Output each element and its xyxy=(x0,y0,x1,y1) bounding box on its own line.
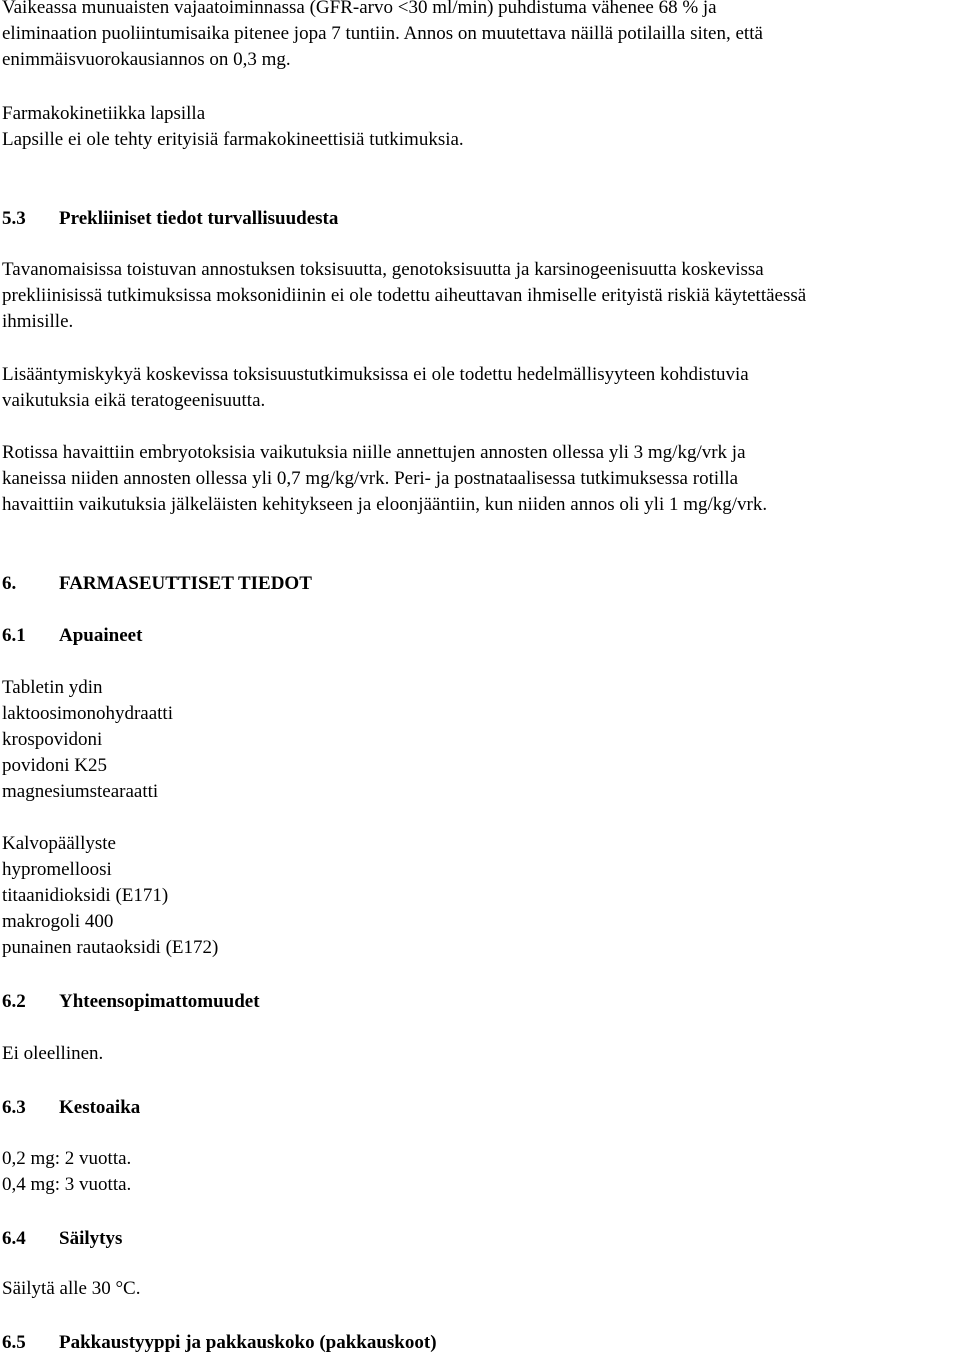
intro-line-1: Vaikeassa munuaisten vajaatoiminnassa (GFR-arvo <30 ml/min) puhdistuma vähenee 68 % ja xyxy=(2,0,717,18)
section-number: 6. xyxy=(2,573,17,594)
section-6-3-heading xyxy=(2,1095,140,1121)
coating-item: makrogoli 400 xyxy=(2,911,114,932)
section-5-3-p2-line-1: Lisääntymiskykyä koskevissa toksisuustutkimuksissa ei ole todettu hedelmällisyyteen kohdistuvia xyxy=(2,364,749,385)
coating-item: titaanidioksidi (E171) xyxy=(2,885,169,906)
coating-heading: Kalvopäällyste xyxy=(2,833,116,854)
intro-line-2: eliminaation puoliintumisaika pitenee jopa 7 tuntiin. Annos on muutettava näillä potilailla siten, että xyxy=(2,23,763,44)
section-6-2-heading xyxy=(2,989,260,1015)
section-5-3-p2-line-2: vaikutuksia eikä teratogeenisuutta. xyxy=(2,390,266,411)
section-title: Säilytys xyxy=(59,1228,123,1249)
section-5-3-p1-line-1: Tavanomaisissa toistuvan annostuksen toksisuutta, genotoksisuutta ja karsinogeenisuutta koskevissa xyxy=(2,259,764,280)
section-5-3-p3-line-2: kaneissa niiden annosten ollessa yli 0,7 mg/kg/vrk. Peri- ja postnataalisessa tutkimuksessa rotilla xyxy=(2,468,739,489)
core-heading: Tabletin ydin xyxy=(2,677,103,698)
section-title: Kestoaika xyxy=(59,1097,141,1118)
section-6-4-text: Säilytä alle 30 °C. xyxy=(2,1278,141,1299)
section-6-5-heading xyxy=(2,1330,437,1356)
section-6-heading xyxy=(2,571,312,597)
core-item: povidoni K25 xyxy=(2,755,108,776)
section-title: FARMASEUTTISET TIEDOT xyxy=(59,573,312,594)
section-5-3-p1-line-2: prekliinisissä tutkimuksissa moksonidiinin ei ole todettu aiheuttavan ihmiselle erityistä riskiä käytettäessä xyxy=(2,285,807,306)
section-6-1-heading xyxy=(2,623,142,649)
shelf-life-line: 0,2 mg: 2 vuotta. xyxy=(2,1148,132,1169)
section-5-3-p3-line-3: havaittiin vaikutuksia jälkeläisten kehitykseen ja eloonjääntiin, kun niiden annos oli yli 1 mg/kg/vrk. xyxy=(2,494,768,515)
section-title: Apuaineet xyxy=(59,625,143,646)
section-number: 5.3 xyxy=(2,208,26,229)
section-number: 6.1 xyxy=(2,625,26,646)
section-5-3-p1-line-3: ihmisille. xyxy=(2,311,74,332)
core-item: magnesiumstearaatti xyxy=(2,781,159,802)
intro-line-3: enimmäisvuorokausiannos on 0,3 mg. xyxy=(2,49,291,70)
pediatric-text: Lapsille ei ole tehty erityisiä farmakokineettisiä tutkimuksia. xyxy=(2,129,464,150)
section-5-3-heading xyxy=(2,206,338,232)
section-title: Pakkaustyyppi ja pakkauskoko (pakkauskoot) xyxy=(59,1332,437,1353)
shelf-life-line: 0,4 mg: 3 vuotta. xyxy=(2,1174,132,1195)
coating-item: hypromelloosi xyxy=(2,859,112,880)
section-number: 6.2 xyxy=(2,991,26,1012)
pediatric-heading: Farmakokinetiikka lapsilla xyxy=(2,103,206,124)
section-number: 6.3 xyxy=(2,1097,26,1118)
section-title: Prekliiniset tiedot turvallisuudesta xyxy=(59,208,339,229)
section-number: 6.4 xyxy=(2,1228,26,1249)
section-6-4-heading xyxy=(2,1226,122,1252)
coating-item: punainen rautaoksidi (E172) xyxy=(2,937,219,958)
core-item: krospovidoni xyxy=(2,729,103,750)
section-5-3-p3-line-1: Rotissa havaittiin embryotoksisia vaikutuksia niille annettujen annosten ollessa yli 3 mg/kg/vrk ja xyxy=(2,442,746,463)
section-6-2-text: Ei oleellinen. xyxy=(2,1043,104,1064)
section-title: Yhteensopimattomuudet xyxy=(59,991,260,1012)
section-number: 6.5 xyxy=(2,1332,26,1353)
core-item: laktoosimonohydraatti xyxy=(2,703,173,724)
